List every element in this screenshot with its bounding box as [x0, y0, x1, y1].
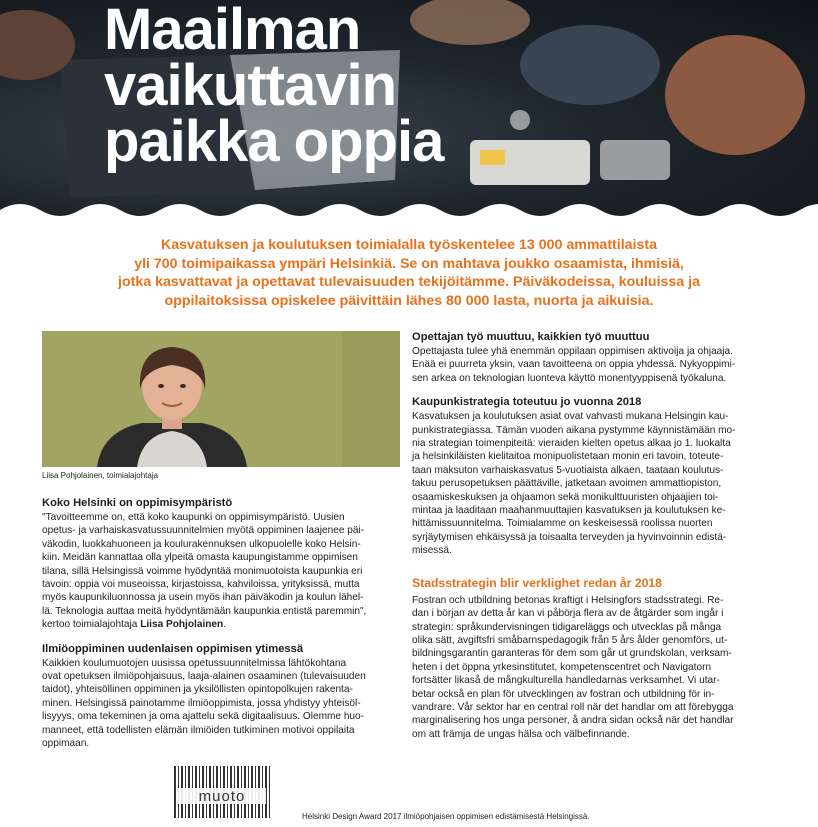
body-line: strategin: språkundervisningen tidigareläggs och utvecklas på många [412, 621, 722, 633]
hand-shape-right [665, 35, 805, 155]
barcode-logo-graphic [172, 764, 272, 820]
body-line: minen. Helsingissä painotamme ilmiöoppimista, jossa yhdistyy yhteisöl- [42, 697, 361, 709]
body-line: hittämissuunnitelma. Toimialamme on keskeisessä roolissa nuorten [412, 518, 713, 530]
hero-title-line: vaikuttavin [104, 53, 396, 118]
body-line: tavoin: oppia voi museoissa, kirjastoissa, kahviloissa, yrityksissä, mutta [42, 579, 360, 591]
body-line: ja helsinkiläisten kielitaitoa monipuolistetaan monin eri tavoin, toteute- [412, 451, 724, 463]
body-line: marginalisering hos unga personer, å andra sidan också när det handlar [412, 715, 734, 727]
hero-title [104, 0, 444, 174]
hero-title-line: paikka oppia [104, 109, 444, 174]
body-line: dan i början av detta år kan vi påbörja flera av de åtgärder som ingår i [412, 608, 724, 620]
body-line: syrjäytymisen ehkäisyssä ja toisaalta terveyden ja hyvinvoinnin edistä- [412, 531, 727, 543]
body-line: betar också en plan för utvecklingen av fostran och utbildning för in- [412, 688, 715, 700]
section-heading: Kaupunkistrategia toteutuu jo vuonna 2018 [412, 396, 642, 409]
body-text: . [223, 619, 227, 631]
body-line: myös kaupunkiluonnossa ja usein myös ihan päiväkodin ja koulun lähel- [42, 592, 364, 604]
person-name: Liisa Pohjolainen [140, 619, 224, 631]
body-line: heten i det öppna yrkesinstitutet, kompetenscentret och Navigatorn [412, 661, 712, 673]
body-line: oppimaan. [42, 738, 90, 750]
body-line: manneet, että todellisten elämän ilmiöiden tutkiminen motivoi oppilaita [42, 724, 355, 736]
cable-shape [510, 110, 530, 130]
muoto-award-logo [172, 764, 272, 820]
body-line: ovat opetuksen ilmiöpohjaisuus, laaja-alainen osaaminen (tulevaisuuden [42, 671, 366, 683]
body-text: kertoo toimialajohtaja [42, 619, 141, 631]
body-line: Kasvatuksen ja koulutuksen asiat ovat vahvasti mukana Helsingin kau- [412, 411, 729, 423]
section-heading: Opettajan työ muuttuu, kaikkien työ muuttuu [412, 331, 650, 343]
photo-caption: Liisa Pohjolainen, toimialajohtaja [42, 471, 159, 480]
left-column [42, 496, 402, 751]
body-line: olika sätt, avgiftsfri småbarnspedagogik från 5 års ålder genomförs, ut- [412, 634, 728, 646]
body-line: taan maksuton varhaiskasvatus 5-vuotiaista alkaen, taataan koulutus- [412, 464, 724, 476]
body-line: takuu perusopetuksen päättäville, jatketaan avoimen ammattiopiston, [412, 478, 722, 490]
sleeve-shape [520, 25, 660, 105]
right-column [412, 330, 782, 741]
award-caption: Helsinki Design Award 2017 ilmiöpohjaisen oppimisen edistämisestä Helsingissä. [302, 812, 590, 821]
body-line: kiin. Meidän kannattaa olla ylpeitä omasta kaupungistamme oppimisen [42, 552, 358, 564]
section-heading: Koko Helsinki on oppimisympäristö [42, 497, 233, 509]
body-line: punkistrategiassa. Tämän vuoden aikana pystymme käynnistämään mo- [412, 424, 736, 436]
body-line: "Tavoitteemme on, että koko kaupunki on oppimisympäristö. Uusien [42, 512, 345, 523]
body-line: opetus- ja varhaiskasvatussuunnitelmien myötä oppiminen laajenee päi- [42, 525, 365, 537]
intro-line: jotka kasvattavat ja opettavat tulevaisuuden tekijöitämme. Päiväkodeissa, kouluissa ja [118, 274, 700, 290]
intro-line: oppilaitoksissa opiskelee päivittäin lähes 80 000 lasta, nuorta ja aikuisia. [164, 292, 654, 309]
body-line: Opettajasta tulee yhä enemmän oppilaan oppimisen aktivoija ja ohjaaja. [412, 346, 733, 357]
body-line: mintaa ja laaditaan maahanmuuttajien kasvatuksen ja koulutuksen ke- [412, 505, 726, 517]
hero-title-line: Maailman [104, 0, 361, 62]
body-line: väkodin, luokkahuoneen ja koulurakennuksen ulkopuolelle koko Helsin- [42, 538, 361, 550]
body-line-last [42, 618, 402, 631]
body-line: sen arkea on teknologian luonteva käyttö monentyyppisenä työkaluna. [412, 372, 727, 384]
wave-divider [0, 192, 818, 225]
body-line: Kaikkien koulumuotojen uusissa opetussuunnitelmissa lähtökohtana [42, 657, 347, 669]
intro-text [60, 236, 758, 310]
portrait-illustration [42, 331, 400, 467]
body-line: fortsätter likaså de mångkulturella handledarnas verksamhet. Vi utar- [412, 675, 720, 687]
body-line: misessä. [412, 545, 452, 557]
section-heading: Ilmiöoppiminen uudenlaisen oppimisen ytimessä [42, 642, 304, 655]
hero-banner [0, 0, 818, 225]
body-line: lä. Teknologia auttaa meitä hyödyntämään kaupunkia entistä paremmin", [42, 605, 367, 617]
body-line: vandrare. Vår sektor har en central roll när det handlar om att förebygga [412, 701, 734, 713]
device-shape-2 [600, 140, 670, 180]
body-line: om att främja de ungas hälsa och välbefinnande. [412, 728, 630, 740]
portrait-photo [42, 331, 400, 467]
logo-text: muoto [198, 788, 246, 805]
intro-line: Kasvatuksen ja koulutuksen toimialalla työskentelee 13 000 ammattilaista [161, 237, 657, 253]
body-line: nia strategian toimenpiteitä: vieraiden kielten opetus alkaa jo 1. luokalta [412, 438, 731, 450]
body-line: lisyyys, oma tekeminen ja oma ajattelu sekä digitaalisuus. Olemme huo- [42, 711, 365, 723]
device-button-shape [480, 150, 505, 165]
body-line: bildningsgarantin garanteras för dem som går ut grundskolan, verksam- [412, 648, 732, 660]
body-line: taidot), yhteisöllinen oppiminen ja yksilöllisten opintopolkujen rakenta- [42, 684, 353, 696]
intro-line: yli 700 toimipaikassa ympäri Helsinkiä. Se on mahtava joukko osaamista, ihmisiä, [134, 255, 684, 272]
body-line: osaamiskeskuksen ja ohjaamon sekä monikulttuuristen ohjaajien toi- [412, 491, 719, 503]
body-line: tilana, sillä Helsingissä voimme hyödyntää monimuotoista kaupunkia eri [42, 565, 363, 577]
body-line: Fostran och utbildning betonas kraftigt i Helsingfors stadsstrategi. Re- [412, 594, 724, 606]
body-line: Enää ei puurreta yksin, vaan tavoitteena on oppia yhdessä. Nykyoppimi- [412, 359, 736, 371]
section-heading-swedish: Stadsstrategin blir verklighet redan år 2018 [412, 575, 662, 590]
